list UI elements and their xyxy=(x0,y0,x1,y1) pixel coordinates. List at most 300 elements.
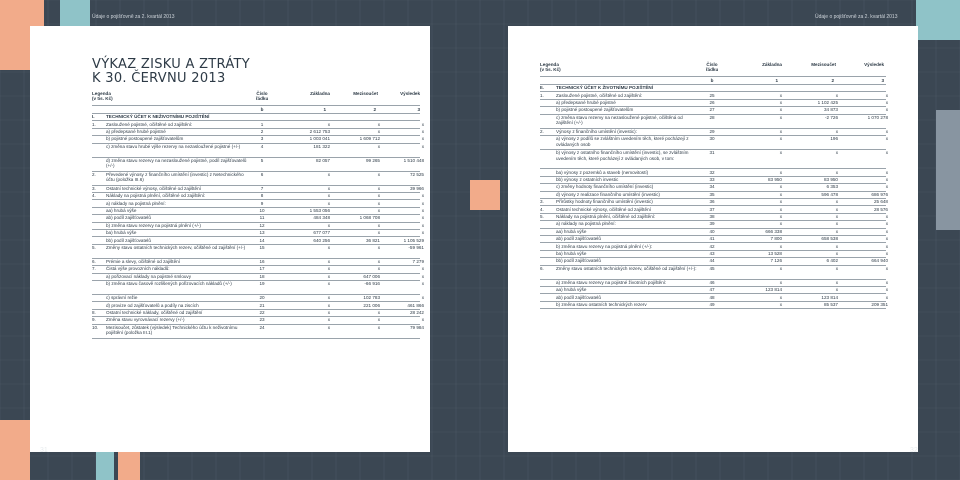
row-line-number: 10 xyxy=(259,208,265,213)
row-number: 1. xyxy=(92,121,96,127)
row-label: a) změna stavu rezervy na pojistné životních pojištění: xyxy=(556,279,667,285)
row-value-base: x xyxy=(779,294,782,300)
table-row xyxy=(92,237,424,244)
row-label: Ostatní technické výnosy, očištěné od zajištění xyxy=(106,185,201,191)
row-value-subtotal: 123 814 xyxy=(821,294,838,300)
row-value-subtotal: x xyxy=(377,185,380,191)
decor-teal-right xyxy=(916,0,960,40)
row-line-number: 38 xyxy=(709,214,715,219)
row-value-base: x xyxy=(327,121,330,127)
table-row xyxy=(92,310,424,316)
row-label: b) pojistné postoupené zajišťovatelům xyxy=(106,136,184,142)
row-number: 3. xyxy=(92,185,96,191)
row-line-number: 48 xyxy=(709,294,715,300)
row-line-number: 18 xyxy=(259,273,265,279)
row-value-base: 13 528 xyxy=(767,251,782,256)
row-value-subtotal: 99 265 xyxy=(365,157,380,163)
table-row xyxy=(92,136,424,142)
row-value-result: 1 510 448 xyxy=(403,157,424,163)
row-line-number: 16 xyxy=(259,259,265,264)
row-label: a) náklady na pojistná plnění: xyxy=(106,200,166,206)
table-row xyxy=(92,208,424,214)
table-row xyxy=(540,295,886,301)
page-title xyxy=(92,58,250,86)
row-line-number: 28 xyxy=(709,114,715,120)
row-value-subtotal: x xyxy=(835,265,838,271)
row-line-number: 49 xyxy=(709,302,715,307)
row-label: Prémie a slevy, očištěné od zajištění xyxy=(106,259,180,264)
row-value-base: x xyxy=(327,324,330,330)
row-value-subtotal: 196 xyxy=(830,136,838,142)
row-value-subtotal: 221 006 xyxy=(363,302,380,308)
header-base: Základna xyxy=(762,62,782,67)
row-label: aa) hrubá výše xyxy=(106,208,137,213)
row-value-result: x xyxy=(885,287,888,293)
row-value-base: x xyxy=(779,302,782,307)
row-value-result: 28 576 xyxy=(873,206,888,212)
table-row xyxy=(540,280,886,286)
table-row xyxy=(92,171,424,184)
decor-grey-right xyxy=(936,110,960,230)
row-value-result: x xyxy=(885,136,888,142)
row-value-subtotal: x xyxy=(835,206,838,212)
row-value-result: x xyxy=(885,279,888,285)
header-result: Výsledek xyxy=(400,91,420,96)
row-value-result: x xyxy=(421,121,424,127)
page-number-left: 31 xyxy=(40,447,48,454)
row-value-subtotal: x xyxy=(835,243,838,249)
row-value-subtotal: x xyxy=(377,208,380,213)
row-label: bb) podíl zajišťovatelů xyxy=(106,237,151,243)
row-value-base: x xyxy=(779,279,782,285)
row-label: Výnosy z finančního umístění (investic): xyxy=(556,128,637,134)
row-value-subtotal: x xyxy=(377,171,380,177)
row-value-subtotal: 1 068 708 xyxy=(359,215,380,221)
table-row xyxy=(540,177,886,183)
row-line-number: 34 xyxy=(709,184,715,190)
row-value-base: x xyxy=(779,100,782,105)
table-row xyxy=(540,107,886,113)
row-line-number: 32 xyxy=(709,169,715,175)
row-label: aa) hrubá výše xyxy=(556,228,587,234)
table-header xyxy=(540,62,886,76)
header-legend: Legenda (v tis. Kč) xyxy=(92,91,113,102)
table-row xyxy=(92,266,424,272)
row-value-base: x xyxy=(779,221,782,227)
table-row xyxy=(92,185,424,192)
row-value-result: 1 070 278 xyxy=(867,114,888,120)
row-value-base: x xyxy=(779,184,782,190)
row-value-subtotal: x xyxy=(835,199,838,205)
row-value-result: 7 279 xyxy=(412,259,424,264)
row-value-base: x xyxy=(327,193,330,199)
row-line-number: 45 xyxy=(709,265,715,271)
row-value-subtotal: x xyxy=(377,193,380,199)
numbering-1: 1 xyxy=(323,106,326,112)
row-value-subtotal: -66 916 xyxy=(364,281,380,287)
left-statement-table xyxy=(92,91,424,431)
header-subtotal: Mezisoučet xyxy=(353,91,378,96)
row-line-number: 13 xyxy=(259,230,265,236)
row-value-result: x xyxy=(421,129,424,134)
row-number: 3. xyxy=(540,199,544,205)
row-line-number: 23 xyxy=(259,317,265,323)
row-label: ba) hrubá výše xyxy=(106,230,137,236)
row-value-base: x xyxy=(327,273,330,279)
row-value-subtotal: x xyxy=(377,317,380,323)
row-value-base: 82 057 xyxy=(315,157,330,163)
row-line-number: 14 xyxy=(259,237,265,243)
row-line-number: 41 xyxy=(709,236,715,242)
row-value-base: x xyxy=(327,200,330,206)
row-line-number: 2 xyxy=(260,129,264,134)
header-line-number: Číslo řádku xyxy=(255,91,269,102)
row-number: 7. xyxy=(92,266,96,272)
row-value-result: x xyxy=(421,136,424,142)
row-line-number: 3 xyxy=(260,136,264,142)
row-line-number: 33 xyxy=(709,177,715,182)
row-value-base: 640 256 xyxy=(313,237,330,243)
row-value-base: x xyxy=(327,295,330,301)
table-row xyxy=(540,236,886,242)
row-label: b) změna stavu časově rozlišených pořizovacích nákladů (+/-) xyxy=(106,281,232,287)
row-value-subtotal: x xyxy=(377,143,380,149)
row-line-number: 37 xyxy=(709,206,715,212)
row-label: d) provize od zajišťovatelů a podíly na ziscích xyxy=(106,302,199,308)
running-header-left: Údaje o pojišťovně za 2. kvartál 2013 xyxy=(92,14,175,20)
row-value-subtotal: x xyxy=(835,251,838,256)
table-row xyxy=(540,244,886,250)
title-line-1: VÝKAZ ZISKU A ZTRÁTY xyxy=(92,57,251,72)
row-label: Přírůstky hodnoty finančního umístění (investic) xyxy=(556,199,653,205)
table-row xyxy=(540,100,886,106)
row-value-result: 1 105 529 xyxy=(403,237,424,243)
row-line-number: 25 xyxy=(709,92,715,98)
header-subtotal: Mezisoučet xyxy=(811,62,836,67)
row-value-base: 666 338 xyxy=(765,228,782,234)
row-value-base: 7 800 xyxy=(770,236,782,242)
row-value-result: x xyxy=(885,169,888,175)
row-line-number: 30 xyxy=(709,136,715,142)
row-value-result: x xyxy=(885,294,888,300)
row-label: ab) podíl zajišťovatelů xyxy=(556,236,601,242)
row-line-number: 4 xyxy=(260,143,264,149)
row-value-result: x xyxy=(421,193,424,199)
row-line-number: 27 xyxy=(709,107,715,113)
row-value-base: 181 322 xyxy=(313,143,330,149)
row-label: b) změna stavu rezervy na pojistná plnění (+/-): xyxy=(556,243,653,249)
row-label: c) správní režie xyxy=(106,295,138,301)
row-value-base: x xyxy=(779,114,782,120)
row-value-base: 123 814 xyxy=(765,287,782,293)
row-number: 5. xyxy=(540,214,544,219)
row-label: aa) hrubá výše xyxy=(556,287,587,293)
row-label: Změny stavu ostatních technických rezerv, očištěné od zajištění (+/-) xyxy=(106,245,246,250)
header-legend: Legenda (v tis. Kč) xyxy=(540,62,561,73)
row-value-base: x xyxy=(327,259,330,264)
row-value-base: x xyxy=(779,214,782,219)
row-value-result: 72 525 xyxy=(409,171,424,177)
row-line-number: 7 xyxy=(260,185,264,191)
row-line-number: 19 xyxy=(259,281,265,287)
table-row xyxy=(92,121,424,128)
table-row xyxy=(92,222,424,229)
row-value-result: x xyxy=(885,228,888,234)
row-label: b) pojistné postoupené zajišťovatelům xyxy=(556,107,634,113)
row-line-number: 9 xyxy=(260,200,264,206)
row-line-number: 39 xyxy=(709,221,715,227)
header-result: Výsledek xyxy=(864,62,884,67)
row-number: II. xyxy=(540,85,544,91)
row-label: Ostatní technické výnosy, očištěné od zajištění xyxy=(556,206,651,212)
row-value-subtotal: 85 537 xyxy=(823,302,838,307)
table-row xyxy=(92,245,424,257)
row-value-result: 664 940 xyxy=(871,258,888,264)
row-value-result: x xyxy=(885,251,888,256)
row-value-result: x xyxy=(885,184,888,190)
row-label: Změna stavu vyrovnávací rezervy (+/-) xyxy=(106,317,185,323)
row-value-result: 686 976 xyxy=(871,191,888,197)
row-value-subtotal: x xyxy=(835,279,838,285)
row-line-number: 5 xyxy=(260,157,264,163)
row-label: ba) výnosy z pozemků a staveb (nemovitostí) xyxy=(556,169,649,175)
running-header-right: Údaje o pojišťovně za 2. kvartál 2013 xyxy=(815,14,898,20)
row-label: d) změna stavu rezervy na nezasloužené pojistné, podíl zajišťovatelů (+/-) xyxy=(106,157,247,169)
row-value-subtotal: 102 783 xyxy=(363,295,380,301)
row-value-result: x xyxy=(421,208,424,213)
table-row xyxy=(92,129,424,135)
row-value-result: x xyxy=(421,230,424,236)
page-number-right: 32 xyxy=(910,447,918,454)
row-value-base: x xyxy=(779,136,782,142)
table-row xyxy=(540,214,886,220)
row-label: bb) podíl zajišťovatelů xyxy=(556,258,601,264)
row-value-subtotal: -2 726 xyxy=(824,114,838,120)
row-label: Náklady na pojistná plnění, očištěné od zajištění: xyxy=(106,193,206,199)
table-row xyxy=(540,287,886,293)
row-number: 10. xyxy=(92,324,99,330)
table-row xyxy=(540,229,886,235)
row-label: bb) výnosy z ostatních investic xyxy=(556,177,619,182)
row-value-base: x xyxy=(779,92,782,98)
row-value-base: x xyxy=(327,266,330,272)
row-value-subtotal: x xyxy=(377,245,380,250)
row-value-subtotal: 6 353 xyxy=(826,184,838,190)
row-label: Převedené výnosy z finančního umístění (investic) z Netechnického účtu (položka III.6) xyxy=(106,171,244,183)
row-line-number: 6 xyxy=(260,171,264,177)
row-label: ab) podíl zajišťovatelů xyxy=(106,215,151,221)
row-value-result: x xyxy=(421,143,424,149)
row-value-result: x xyxy=(885,100,888,105)
decor-orange-corner xyxy=(0,420,30,480)
row-label: a) náklady na pojistná plnění: xyxy=(556,221,616,227)
row-line-number: 44 xyxy=(709,258,715,264)
row-value-subtotal: 34 873 xyxy=(823,107,838,113)
right-statement-table xyxy=(540,62,886,378)
row-label: TECHNICKÝ ÚČET K ŽIVOTNÍMU POJIŠTĚNÍ xyxy=(556,85,653,91)
row-label: ba) hrubá výše xyxy=(556,251,587,256)
row-label: TECHNICKÝ ÚČET K NEŽIVOTNÍMU POJIŠTĚNÍ xyxy=(106,114,210,120)
row-divider xyxy=(92,338,420,339)
row-value-base: 1 003 041 xyxy=(309,136,330,142)
row-line-number: 31 xyxy=(709,150,715,156)
row-value-result: x xyxy=(885,236,888,242)
table-row xyxy=(92,143,424,156)
row-value-subtotal: x xyxy=(377,259,380,264)
table-row xyxy=(92,302,424,309)
row-value-base: x xyxy=(779,199,782,205)
table-header xyxy=(92,91,420,105)
row-value-result: x xyxy=(885,107,888,113)
row-label: Změny stavu ostatních technických rezerv, očištěné od zajištění (+/-): xyxy=(556,265,697,271)
table-row xyxy=(540,302,886,308)
row-value-subtotal: x xyxy=(377,324,380,330)
row-value-subtotal: 1 102 425 xyxy=(817,100,838,105)
row-divider xyxy=(540,308,886,309)
row-line-number: 35 xyxy=(709,191,715,197)
row-label: Mezisoučet, zůstatek (výsledek) Technického účtu k neživotnímu pojištění (položka III.1) xyxy=(106,324,238,336)
row-line-number: 1 xyxy=(260,121,264,127)
row-value-result: x xyxy=(885,92,888,98)
row-value-base: x xyxy=(327,281,330,287)
row-value-subtotal: 596 478 xyxy=(821,191,838,197)
table-row xyxy=(92,317,424,323)
row-value-base: x xyxy=(779,150,782,156)
row-value-base: x xyxy=(779,107,782,113)
row-value-result: x xyxy=(421,317,424,323)
row-number: I. xyxy=(92,114,95,120)
table-row xyxy=(92,230,424,236)
row-line-number: 24 xyxy=(259,324,265,330)
row-line-number: 46 xyxy=(709,279,715,285)
row-value-subtotal: x xyxy=(377,310,380,315)
row-value-base: x xyxy=(779,191,782,197)
row-label: a) pořizovací náklady na pojistné smlouvy xyxy=(106,273,192,279)
numbering-1: 1 xyxy=(775,77,778,83)
row-value-result: -59 961 xyxy=(408,245,424,250)
row-value-base: x xyxy=(327,317,330,323)
row-value-subtotal: x xyxy=(377,230,380,236)
table-row xyxy=(92,215,424,221)
row-value-subtotal: 647 006 xyxy=(363,273,380,279)
row-line-number: 47 xyxy=(709,287,715,293)
table-row xyxy=(540,207,886,213)
row-label: d) výnosy z realizace finančního umístění (investic) xyxy=(556,191,660,197)
row-value-base: x xyxy=(327,222,330,228)
row-label: Náklady na pojistná plnění, očištěné od zajištění: xyxy=(556,214,656,219)
row-label: c) změny hodnoty finančního umístění (investic) xyxy=(556,184,654,190)
row-value-result: x xyxy=(421,281,424,287)
row-value-subtotal: x xyxy=(377,266,380,272)
row-line-number: 26 xyxy=(709,100,715,105)
table-row xyxy=(92,324,424,337)
row-value-base: 484 348 xyxy=(313,215,330,221)
row-value-base: x xyxy=(327,185,330,191)
row-value-result: 25 648 xyxy=(873,199,888,205)
table-row xyxy=(540,266,886,278)
row-value-base: x xyxy=(327,302,330,308)
row-value-result: 209 351 xyxy=(871,302,888,307)
row-value-result: x xyxy=(421,215,424,221)
row-value-result: x xyxy=(421,266,424,272)
row-number: 8. xyxy=(92,310,96,315)
row-value-result: x xyxy=(885,128,888,134)
numbering-3: 3 xyxy=(881,77,884,83)
row-value-result: 79 984 xyxy=(409,324,424,330)
row-line-number: 42 xyxy=(709,243,715,249)
row-line-number: 17 xyxy=(259,266,265,272)
row-value-subtotal: x xyxy=(377,200,380,206)
row-label: b) změna stavu ostatních technických rezerv xyxy=(556,302,647,307)
row-line-number: 12 xyxy=(259,222,265,228)
table-row xyxy=(92,281,424,293)
row-line-number: 15 xyxy=(259,245,265,250)
row-label: b) změna stavu rezervy na pojistná plnění (+/-) xyxy=(106,222,201,228)
row-label: Čistá výše provozních nákladů: xyxy=(106,266,170,272)
table-row xyxy=(540,192,886,198)
table-row xyxy=(540,129,886,135)
row-value-subtotal: x xyxy=(377,121,380,127)
row-line-number: 36 xyxy=(709,199,715,205)
row-value-base: x xyxy=(779,243,782,249)
row-value-result: 28 242 xyxy=(409,310,424,315)
row-line-number: 8 xyxy=(260,193,264,199)
table-row xyxy=(92,193,424,199)
numbering-2: 2 xyxy=(831,77,834,83)
row-number: 6. xyxy=(540,265,544,271)
table-row xyxy=(540,150,886,168)
row-label: a) předepsané hrubé pojistné xyxy=(556,100,616,105)
row-value-subtotal: 1 609 712 xyxy=(359,136,380,142)
table-row xyxy=(540,115,886,127)
row-value-subtotal: x xyxy=(377,129,380,134)
row-value-base: x xyxy=(327,245,330,250)
row-value-subtotal: x xyxy=(835,228,838,234)
row-number: 9. xyxy=(92,317,96,323)
row-value-subtotal: x xyxy=(835,128,838,134)
table-row xyxy=(540,93,886,99)
row-label: Zasloužené pojistné, očištěné od zajištění: xyxy=(556,92,643,98)
decor-orange-gutter xyxy=(470,180,500,210)
row-value-subtotal: x xyxy=(835,214,838,219)
row-number: 2. xyxy=(540,128,544,134)
row-value-base: x xyxy=(779,206,782,212)
table-row xyxy=(92,200,424,207)
table-row xyxy=(540,184,886,190)
row-value-subtotal: 36 821 xyxy=(365,237,380,243)
row-label: a) výnosy z podílů se zvláštním uvedením těch, které pocházejí z ovládaných osob xyxy=(556,136,689,147)
table-row xyxy=(540,199,886,205)
row-value-base: x xyxy=(779,265,782,271)
row-value-result: x xyxy=(421,222,424,228)
row-number: 5. xyxy=(92,245,96,250)
numbering-b: b xyxy=(260,106,264,112)
header-base: Základna xyxy=(310,91,330,96)
table-row xyxy=(92,273,424,280)
table-row xyxy=(540,221,886,227)
table-row xyxy=(92,295,424,301)
row-value-result: x xyxy=(885,221,888,227)
row-line-number: 29 xyxy=(709,128,715,134)
numbering-3: 3 xyxy=(417,106,420,112)
row-line-number: 11 xyxy=(259,215,265,221)
row-value-result: x xyxy=(421,200,424,206)
table-row xyxy=(92,114,420,120)
row-value-subtotal: x xyxy=(835,92,838,98)
row-number: 4. xyxy=(92,193,96,199)
row-label: c) změna stavu rezervy na nezasloužené pojistné, očištěná od zajištění (+/-) xyxy=(556,114,683,126)
row-number: 6. xyxy=(92,259,96,264)
